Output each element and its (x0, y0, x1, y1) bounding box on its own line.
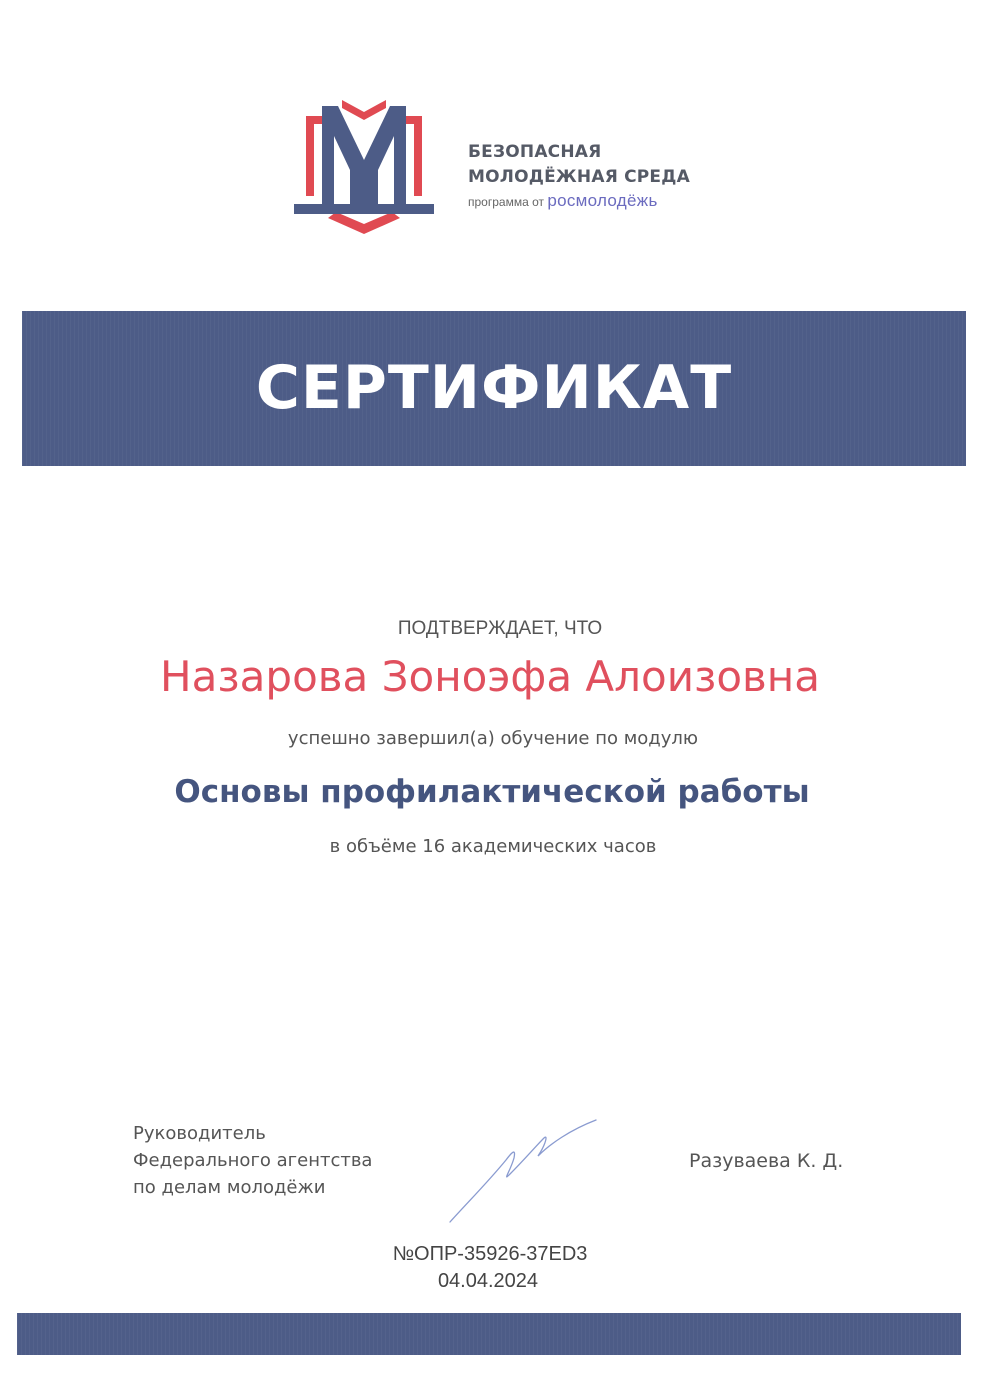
org-program (468, 191, 690, 211)
title-banner (22, 311, 966, 466)
certificate-date: 04.04.2024 (437, 1270, 539, 1292)
completion-text: успешно завершил(а) обучение по модулю (287, 728, 699, 749)
volume-text: в объёме 16 академических часов (329, 836, 657, 857)
footer-bar (17, 1313, 961, 1355)
program-prefix: программа от (468, 195, 544, 209)
recipient-name: Назарова Зоноэфа Алоизовна (160, 652, 820, 701)
organization-block (468, 140, 690, 211)
confirms-text: ПОДТВЕРЖДАЕТ, ЧТО (397, 618, 603, 639)
signatory-role-line3: по делам молодёжи (133, 1177, 326, 1198)
signatory-name: Разуваева К. Д. (689, 1150, 844, 1172)
signature-icon (440, 1118, 600, 1226)
m-shield-logo-icon (288, 96, 440, 238)
signatory-role-line2: Федерального агентства (133, 1150, 373, 1171)
signatory-role-line1: Руководитель (133, 1123, 266, 1144)
program-brand: росмолодёжь (547, 191, 658, 210)
org-name-line2: МОЛОДЁЖНАЯ СРЕДА (468, 167, 690, 187)
module-title: Основы профилактической работы (174, 774, 810, 810)
certificate-title: СЕРТИФИКАТ (255, 353, 733, 423)
certificate-number: №ОПР-35926-37ED3 (392, 1243, 588, 1265)
org-name-line1: БЕЗОПАСНАЯ (468, 142, 602, 162)
signatory-role (133, 1120, 372, 1201)
